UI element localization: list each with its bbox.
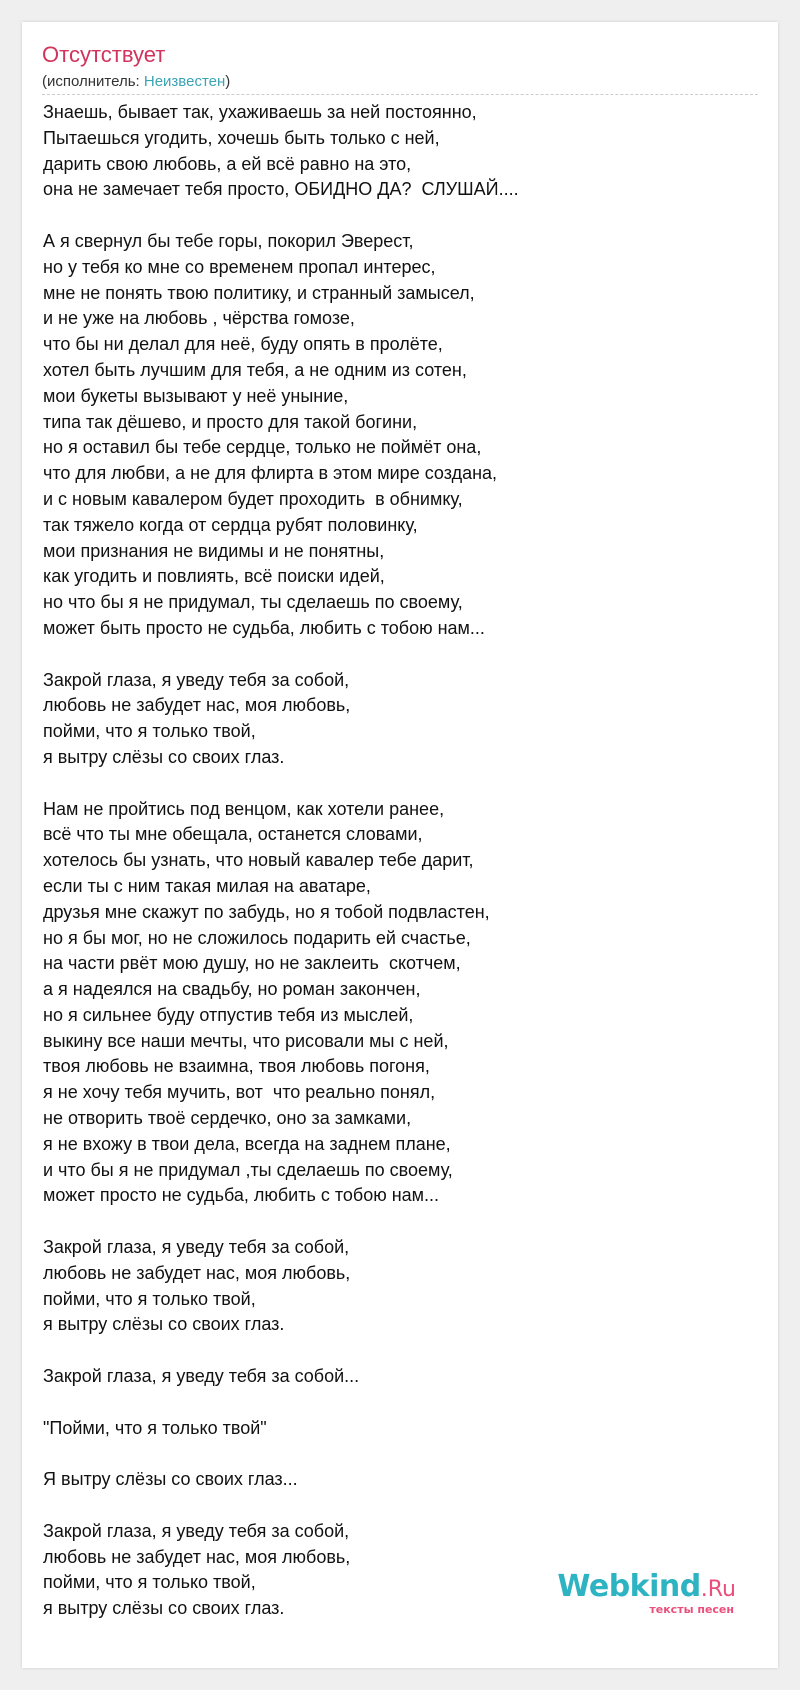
lyric-line: всё что ты мне обещала, останется словами,	[43, 824, 423, 845]
lyric-line: мне не понять твою политику, и странный замысел,	[43, 282, 475, 303]
lyric-line: любовь не забудет нас, моя любовь,	[43, 695, 351, 716]
lyric-line: друзья мне скажут по забудь, но я тобой подвластен,	[43, 901, 490, 922]
lyric-line: но я оставил бы тебе сердце, только не поймёт она,	[43, 437, 482, 458]
lyric-line: мои букеты вызывают у неё уныние,	[43, 385, 349, 406]
lyric-line: не отворить твоё сердечко, оно за замками,	[43, 1108, 412, 1129]
stanza-break	[43, 1493, 753, 1519]
logo-main-text: Webkind	[557, 1569, 701, 1604]
lyric-line: Пытаешься угодить, хочешь быть только с ней,	[43, 127, 440, 148]
logo-tld-text: .Ru	[700, 1577, 736, 1602]
lyric-line: я вытру слёзы со своих глаз.	[43, 1598, 285, 1619]
site-logo[interactable]	[557, 1569, 736, 1616]
lyric-line: типа так дёшево, и просто для такой богини,	[43, 411, 418, 432]
lyric-line: хотел быть лучшим для тебя, а не одним из сотен,	[43, 359, 467, 380]
stanza-break	[43, 1390, 753, 1416]
lyric-line: она не замечает тебя просто, ОБИДНО ДА? СЛУШАЙ....	[43, 179, 519, 200]
lyric-line: я не хочу тебя мучить, вот что реально понял,	[43, 1082, 436, 1103]
artist-suffix: )	[225, 73, 231, 90]
lyric-line: дарить свою любовь, а ей всё равно на это,	[43, 153, 412, 174]
stanza-break	[43, 1209, 753, 1235]
stanza-break	[43, 771, 753, 797]
artist-prefix: (исполнитель:	[42, 73, 144, 90]
lyric-line: пойми, что я только твой,	[43, 721, 256, 742]
lyric-line: так тяжело когда от сердца рубят половинку,	[43, 514, 418, 535]
lyric-line: мои признания не видимы и не понятны,	[43, 540, 385, 561]
lyric-line: Я вытру слёзы со своих глаз...	[43, 1469, 298, 1490]
lyric-line: и что бы я не придумал ,ты сделаешь по своему,	[43, 1159, 453, 1180]
lyric-line: и не уже на любовь , чёрства гомозе,	[43, 308, 355, 329]
lyric-line: может просто не судьба, любить с тобою нам...	[43, 1185, 440, 1206]
lyric-line: пойми, что я только твой,	[43, 1288, 256, 1309]
lyric-line: любовь не забудет нас, моя любовь,	[43, 1546, 351, 1567]
lyric-line: что для любви, а не для флирта в этом мире создана,	[43, 463, 498, 484]
lyric-line: и с новым кавалером будет проходить в обнимку,	[43, 488, 463, 509]
title-divider	[42, 94, 758, 95]
lyric-line: твоя любовь не взаимна, твоя любовь погоня,	[43, 1056, 430, 1077]
lyric-line: Закрой глаза, я уведу тебя за собой,	[43, 1520, 350, 1541]
lyric-line: если ты с ним такая милая на аватаре,	[43, 875, 371, 896]
lyric-line: но я бы мог, но не сложилось подарить ей счастье,	[43, 927, 471, 948]
logo-tagline: тексты песен	[649, 1603, 734, 1616]
song-title: Отсутствует	[42, 42, 166, 67]
lyric-line: я вытру слёзы со своих глаз.	[43, 1314, 285, 1335]
lyric-line: но что бы я не придумал, ты сделаешь по своему,	[43, 592, 463, 613]
lyric-line: но я сильнее буду отпустив тебя из мыслей,	[43, 1004, 414, 1025]
lyric-line: Нам не пройтись под венцом, как хотели ранее,	[43, 798, 445, 819]
lyric-line: выкину все наши мечты, что рисовали мы с ней,	[43, 1030, 449, 1051]
lyrics-card	[22, 22, 778, 1668]
lyric-line: Закрой глаза, я уведу тебя за собой...	[43, 1366, 360, 1387]
lyric-line: Закрой глаза, я уведу тебя за собой,	[43, 1237, 350, 1258]
lyric-line: хотелось бы узнать, что новый кавалер тебе дарит,	[43, 850, 474, 871]
stanza-break	[43, 1441, 753, 1467]
lyric-line: что бы ни делал для неё, буду опять в пролёте,	[43, 334, 443, 355]
lyric-line: я не вхожу в твои дела, всегда на заднем плане,	[43, 1133, 451, 1154]
logo-wordmark	[557, 1569, 736, 1605]
artist-line	[42, 73, 230, 91]
lyric-line: как угодить и повлиять, всё поиски идей,	[43, 566, 385, 587]
lyric-line: пойми, что я только твой,	[43, 1572, 256, 1593]
lyric-line: Знаешь, бывает так, ухаживаешь за ней постоянно,	[43, 102, 477, 122]
lyric-line: на части рвёт мою душу, но не заклеить скотчем,	[43, 953, 461, 974]
lyric-line: но у тебя ко мне со временем пропал интерес,	[43, 256, 436, 277]
lyric-line: "Пойми, что я только твой"	[43, 1417, 267, 1438]
stanza-break	[43, 642, 753, 668]
lyrics-text	[43, 100, 753, 1622]
artist-link[interactable]: Неизвестен	[143, 73, 226, 90]
stanza-break	[43, 1338, 753, 1364]
lyric-line: Закрой глаза, я уведу тебя за собой,	[43, 669, 350, 690]
stanza-break	[43, 203, 753, 229]
lyric-line: я вытру слёзы со своих глаз.	[43, 746, 285, 767]
lyric-line: А я свернул бы тебе горы, покорил Эверест,	[43, 230, 414, 251]
lyric-line: любовь не забудет нас, моя любовь,	[43, 1262, 351, 1283]
lyric-line: а я надеялся на свадьбу, но роман закончен,	[43, 979, 421, 1000]
lyric-line: может быть просто не судьба, любить с тобою нам...	[43, 617, 485, 638]
